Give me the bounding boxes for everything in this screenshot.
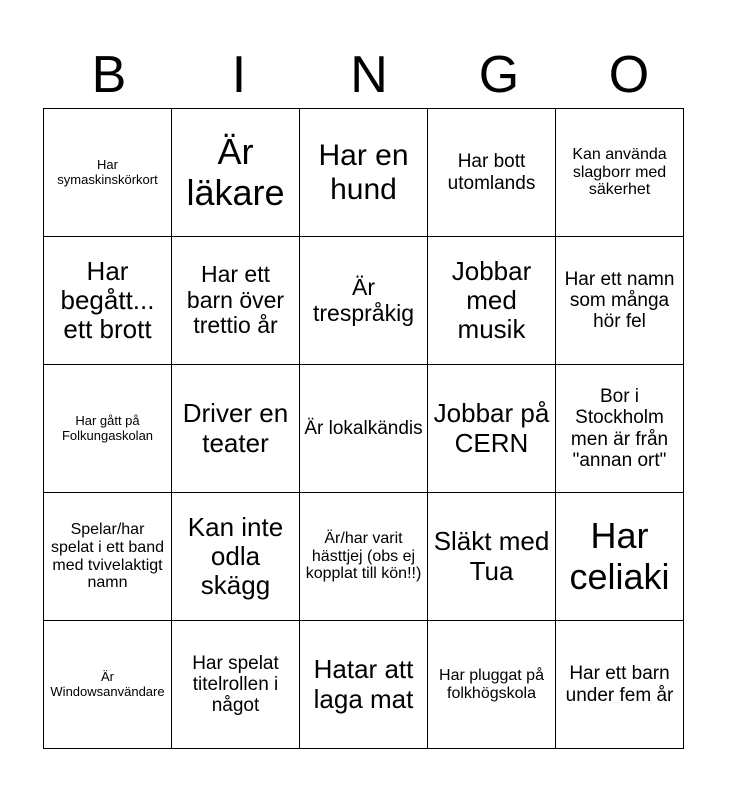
bingo-cell[interactable]: Kan använda slagborr med säkerhet (556, 109, 684, 237)
header-letter-n: N (350, 46, 388, 104)
bingo-cell[interactable]: Har begått... ett brott (44, 237, 172, 365)
bingo-cell[interactable]: Släkt med Tua (428, 493, 556, 621)
bingo-cell[interactable]: Är Windowsanvändare (44, 621, 172, 749)
bingo-grid (43, 108, 684, 749)
bingo-cell[interactable]: Är läkare (172, 109, 300, 237)
bingo-cell[interactable]: Har gått på Folkungaskolan (44, 365, 172, 493)
bingo-cell[interactable]: Har pluggat på folkhögskola (428, 621, 556, 749)
bingo-cell[interactable]: Har symaskinskörkort (44, 109, 172, 237)
bingo-cell[interactable]: Har ett barn under fem år (556, 621, 684, 749)
header-letter-i: I (231, 46, 247, 104)
bingo-cell[interactable]: Är trespråkig (300, 237, 428, 365)
bingo-cell[interactable]: Har spelat titelrollen i något (172, 621, 300, 749)
bingo-cell[interactable]: Har en hund (300, 109, 428, 237)
header-letter-o: O (608, 46, 650, 104)
bingo-cell[interactable]: Jobbar på CERN (428, 365, 556, 493)
bingo-header (44, 44, 694, 106)
header-letter-b: B (91, 46, 127, 104)
bingo-cell[interactable]: Är/har varit hästtjej (obs ej kopplat till kön!!) (300, 493, 428, 621)
bingo-cell[interactable]: Kan inte odla skägg (172, 493, 300, 621)
header-letter-g: G (478, 46, 520, 104)
bingo-cell[interactable]: Har ett namn som många hör fel (556, 237, 684, 365)
bingo-cell[interactable]: Jobbar med musik (428, 237, 556, 365)
bingo-cell[interactable]: Har bott utomlands (428, 109, 556, 237)
bingo-row (44, 365, 684, 493)
bingo-cell[interactable]: Är lokalkändis (300, 365, 428, 493)
bingo-cell[interactable]: Hatar att laga mat (300, 621, 428, 749)
bingo-row (44, 109, 684, 237)
bingo-row (44, 493, 684, 621)
bingo-row (44, 237, 684, 365)
bingo-cell[interactable]: Har celiaki (556, 493, 684, 621)
bingo-cell[interactable]: Spelar/har spelat i ett band med tvivelaktigt namn (44, 493, 172, 621)
bingo-cell[interactable]: Bor i Stockholm men är från "annan ort" (556, 365, 684, 493)
bingo-cell[interactable]: Har ett barn över trettio år (172, 237, 300, 365)
bingo-row (44, 621, 684, 749)
bingo-cell[interactable]: Driver en teater (172, 365, 300, 493)
